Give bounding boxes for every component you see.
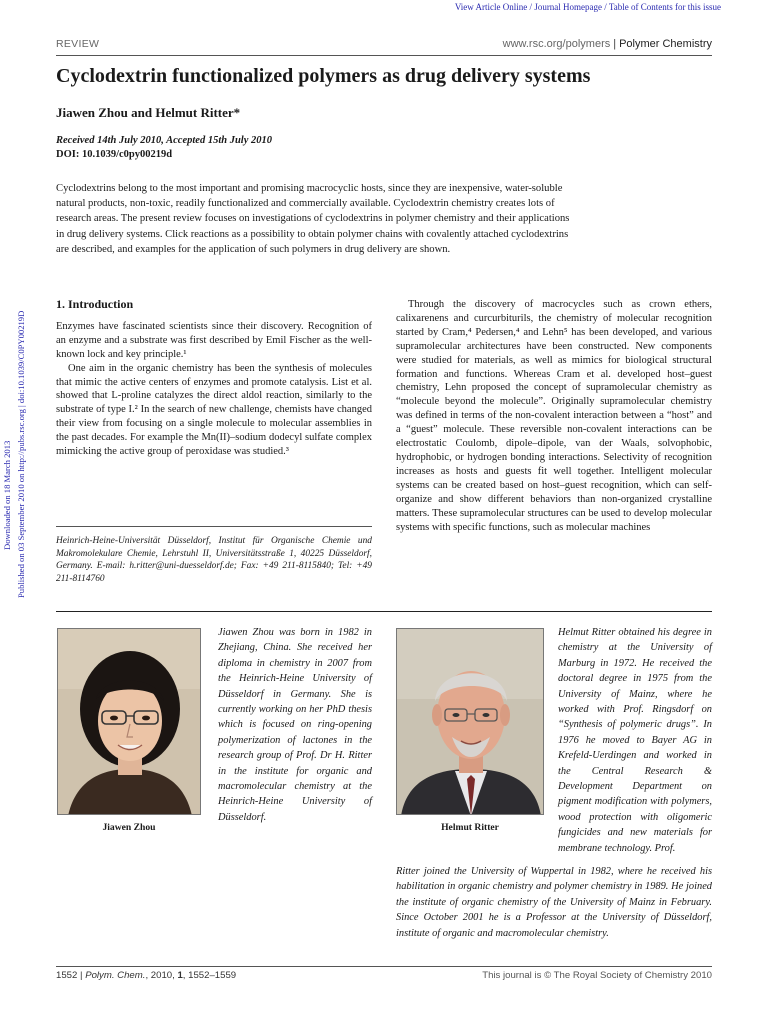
bio-zhou: Jiawen Zhou was born in 1982 in Zhejiang, China. She received her diploma in chemistry in 2007 from the Heinrich-Heine University of Düsseldorf in Germany. She is currently working on her PhD thesis which is focused on ring-opening polymerization of lactones in the research group of Prof. Dr H. Ritter in the institute for organic and macromolecular chemistry at the Heinrich-Heine University of Düsseldorf. (218, 627, 372, 823)
view-article-online-link[interactable]: View Article Online (454, 2, 528, 12)
photo-caption-zhou: Jiawen Zhou (102, 822, 156, 833)
footer-citation (56, 970, 236, 981)
published-doi-link[interactable]: Published on 03 September 2010 on http://pubs.rsc.org | doi:10.1039/C0PY00219D (16, 310, 26, 598)
journal-url[interactable]: www.rsc.org/polymers (502, 38, 611, 50)
footer-copyright: This journal is © The Royal Society of Chemistry 2010 (482, 970, 712, 981)
author-photo-zhou (57, 628, 201, 815)
header-separator: | (613, 38, 617, 50)
section-heading: 1. Introduction (56, 297, 134, 311)
journal-homepage-link[interactable]: Journal Homepage (534, 2, 603, 12)
author-photo-ritter (396, 628, 544, 815)
table-of-contents-link[interactable]: Table of Contents for this issue (608, 2, 721, 12)
article-authors: Jiawen Zhou and Helmut Ritter* (56, 105, 241, 120)
affiliation-footnote: Heinrich-Heine-Universität Düsseldorf, Institut für Organische Chemie und Makromolekulare Chemie, Lehrstuhl II, Universitätsstraße 1, 40225 Düsseldorf, Germany. E-mail: h.ritter@uni-duesseldorf.de; Fax: +49 211-8115840; Tel: +49 211-8114760 (56, 526, 372, 585)
bio-ritter-part1: Helmut Ritter obtained his degree in chemistry at the University of Marburg in 1972. He received the doctoral degree in 1975 from the University of Mainz, where he worked with Prof. Ringsdorf on “Synthesis of polymeric drugs”. In 1976 he moved to Bayer AG in Krefeld-Uerdingen and worked in the Central Research & Development Department on pigment modification with polymers, wood protection with oligomeric fungicides and new materials for membrane technology. Prof. (558, 627, 712, 854)
abstract: Cyclodextrins belong to the most important and promising macrocyclic hosts, since they are inexpensive, water-soluble natural products, non-toxic, readily functionalized and commercially available. Cyclodextrin chemistry creates lots of research areas. The present review focuses on investigations of cyclodextrins in polymer chemistry and their applications in drug delivery systems. Click reactions as a possibility to obtain polymer chains with covalently attached cyclodextrins are described, and examples for the application of such polymers in drug delivery are shown. (56, 183, 570, 255)
article-title: Cyclodextrin functionalized polymers as drug delivery systems (56, 65, 591, 87)
article-dates (56, 134, 272, 162)
page-number: 1552 (56, 970, 78, 981)
received-accepted: Received 14th July 2010, Accepted 15th July 2010 (56, 135, 272, 146)
header-right (503, 38, 712, 50)
footer-volume: 1 (177, 970, 183, 981)
top-links (455, 2, 721, 12)
journal-name: Polymer Chemistry (619, 38, 712, 50)
bio-ritter-part2: Ritter joined the University of Wuppertal in 1982, where he received his habilitation in organic chemistry and polymer chemistry in 1989. He joined the institute of organic chemistry of the University of Mainz in February. Since October 2001 he is a Professor at the University of Düsseldorf, institute of organic and macromolecular chemistry. (396, 866, 712, 939)
intro-paragraph-1: Enzymes have fascinated scientists since their discovery. Recognition of an enzyme and a substrate was first described by Emil Fischer as the well-known lock and key principle.¹ (56, 320, 372, 360)
photo-caption-ritter: Helmut Ritter (441, 822, 499, 833)
footer-separator: | (80, 970, 83, 981)
link-separator: / (602, 2, 609, 12)
bio-divider (56, 611, 712, 612)
footer-pages: , 1552–1559 (182, 970, 237, 981)
right-column (396, 298, 712, 534)
doi: DOI: 10.1039/c0py00219d (56, 149, 173, 160)
footer-journal: Polym. Chem. (85, 970, 146, 981)
intro-paragraph-3: Through the discovery of macrocycles such as crown ethers, calixarenens and curcurbiturils, the chemistry of molecular recognition started by Cram,⁴ Pedersen,⁴ and Lehn⁵ has been developed, and various supramolecular architectures have been constructed. New components were studied for materials, as well as mimics for biological structural formation and functions. Whereas Cram et al. developed host–guest chemistry, Lehn proposed the concept of supramolecular chemistry as “molecule beyond the molecule”. Originally supramolecular chemistry was defined in terms of the non-covalent interaction between a “host” and a “guest” molecule. These reversible non-covalent interactions can be electrostatic Coulomb, dipole–dipole, van der Waals, solvophobic, hydrophobic, or hydrogen bonding interactions. Selectivity of recognition increases as hosts and guests fit well together. Intelligent molecular systems can be created based on host–guest recognition, which can self-organize and show different behaviors than non-organized crystalline matters. These supramolecular structures can be used to develop molecular systems with specific functions, such as molecular machines (396, 299, 712, 533)
link-separator: / (527, 2, 535, 12)
left-column (56, 298, 372, 459)
downloaded-note: Downloaded on 18 March 2013 (2, 440, 12, 550)
page-footer (56, 966, 712, 981)
page-header (56, 38, 712, 56)
section-label: REVIEW (56, 38, 100, 50)
footer-year: , 2010, (145, 970, 178, 981)
intro-paragraph-2: One aim in the organic chemistry has been the synthesis of molecules that mimic the active centers of enzymes and promote catalysis. List et al. showed that L-proline catalyzes the direct aldol reaction, similarly to the substrate of type I.² In the search of new challenge, chemists have changed their view from focusing on a single molecule to molecular assemblies in the past decades. For example the Mn(II)–sodium dodecyl sulfate complex mimicking the active group of peroxidase was studied.³ (56, 362, 372, 458)
